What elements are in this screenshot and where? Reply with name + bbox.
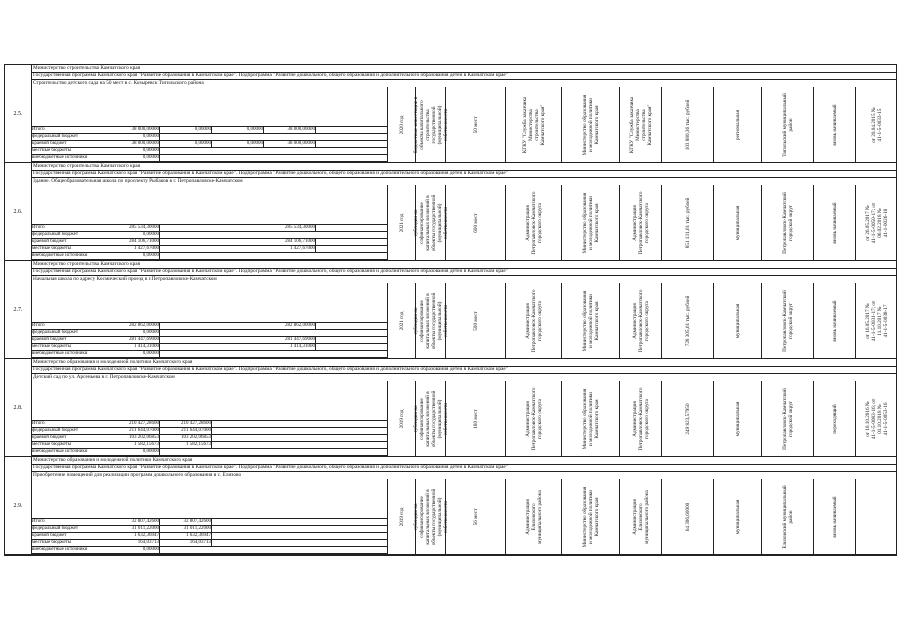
attribute-cell: [713, 283, 761, 358]
attribute-cell: [661, 185, 713, 260]
attribute-text: Администрация Елизовского муниципального района: [524, 489, 543, 544]
attribute-cell: [505, 381, 561, 456]
attribute-text: 2021 год: [398, 311, 405, 330]
finance-value: 281 447,69000: [109, 337, 160, 343]
finance-label: внебюджетные источники: [32, 547, 88, 552]
object-name: Начальная школа по адресу Космический проезд в г.Петропавловске-Камчатском: [33, 276, 217, 282]
finance-value: 0,00000: [109, 330, 160, 336]
finance-value: 164,03713: [161, 540, 212, 546]
object-name: Детский сад по ул. Арсеньева в г. Петропавловске-Камчатском: [33, 374, 175, 380]
attribute-text: от 20.04.2015 № 41-1-5-0033-15: [871, 106, 883, 143]
attribute-text: 728 305,61 тыс. рублей: [684, 295, 691, 346]
ministry-name: Министерство образования и молодежной политики Камчатского края: [31, 457, 896, 465]
attribute-cell: [445, 185, 505, 260]
ministry-name: Министерство строительства Камчатского края: [31, 65, 896, 73]
attribute-cell: [713, 185, 761, 260]
investment-table: [4, 64, 897, 556]
row-number: 2.5.: [5, 65, 32, 162]
attribute-text: 64 306,60000: [684, 502, 691, 531]
attribute-text: КГКУ "Служба заказчика Министерства строительства Камчатского края": [521, 96, 546, 153]
attribute-cell: [505, 185, 561, 260]
attribute-cell: [619, 479, 661, 554]
attribute-text: 180 мест: [472, 408, 479, 429]
attribute-cell: [445, 479, 505, 554]
attribute-text: субсидии на софинансирование капитальных вложений в объекты государственной (муниципальной) собственности: [412, 292, 449, 349]
attribute-cell: [505, 87, 561, 162]
table-row: [5, 261, 896, 359]
finance-table: [31, 518, 387, 554]
finance-value: 31 011,22000: [161, 526, 212, 532]
finance-value: 0,00000: [109, 155, 160, 161]
finance-value: 0,00000: [109, 232, 160, 238]
attribute-text: Администрация Петропавловск-Камчатского городского округа: [524, 288, 543, 353]
table-row: [5, 457, 896, 555]
attribute-cell: [761, 479, 813, 554]
finance-label: внебюджетные источники: [32, 351, 88, 356]
attribute-cell: [855, 87, 898, 162]
ministry-name: Министерство образования и молодежной политики Камчатского края: [31, 359, 896, 367]
attribute-cell: [813, 479, 855, 554]
finance-row-local: [31, 344, 387, 351]
attribute-text: субсидии на софинансирование капитальных вложений в объекты государственной (муниципальной) собственности: [412, 488, 449, 545]
attribute-text: 249 823,57950: [684, 402, 691, 435]
program-name: Государственная программа Камчатского края "Развитие образования в Камчатском крае". Подпрограмма "Развитие дошкольного, общего образования и дополнительного образования детей в Камчатском крае": [31, 464, 896, 472]
attribute-text: субсидии на софинансирование капитальных вложений в объекты государственной (муниципальной) собственности: [412, 194, 449, 251]
finance-value: 31 011,22000: [109, 526, 160, 532]
finance-label: местные бюджеты: [32, 246, 72, 251]
attribute-text: от 10.10.2016 № 41-1-5-0083-16; от 01.10.2018 № 41-1-5-0053-16: [865, 398, 889, 439]
attribute-text: Министерство образования и молодежной политики Камчатского края: [581, 290, 600, 351]
finance-label: Итого: [32, 421, 45, 426]
attribute-text: 103 880,36 тыс. рублей: [684, 99, 691, 150]
attribute-cell: [561, 185, 619, 260]
row-number: 2.7.: [5, 261, 32, 358]
attribute-text: Петропавловск-Камчатский городской округ: [781, 289, 794, 352]
table-row: [5, 163, 896, 261]
attribute-text: Администрация Петропавловск-Камчатского городского округа: [631, 190, 650, 255]
finance-label: федеральный бюджет: [32, 330, 79, 335]
attribute-cell: [855, 479, 898, 554]
attribute-cell: [813, 87, 855, 162]
finance-label: Итого: [32, 127, 45, 132]
finance-row-local: [31, 148, 387, 155]
attribute-text: Администрация Елизовского муниципального района: [631, 489, 650, 544]
finance-label: местные бюджеты: [32, 540, 72, 545]
finance-value: 164,03713: [109, 540, 160, 546]
attribute-text: Администрация Петропавловск-Камчатского городского округа: [524, 190, 543, 255]
finance-label: федеральный бюджет: [32, 232, 79, 237]
finance-table: [31, 126, 387, 162]
attribute-cell: [813, 381, 855, 456]
attribute-cell: [813, 283, 855, 358]
program-name: Государственная программа Камчатского края "Развитие образования в Камчатском крае". Подпрограмма "Развитие дошкольного, общего образования и дополнительного образования детей в Камчатском крае": [31, 366, 896, 374]
attribute-cell: [561, 283, 619, 358]
row-number: 2.9.: [5, 457, 32, 554]
finance-value: 38 000,00000: [109, 141, 160, 147]
finance-row-extra: [31, 449, 387, 456]
finance-row-federal: [31, 428, 387, 435]
finance-row-local: [31, 540, 387, 547]
attribute-text: бюджетные инвестиции в объекты капитального строительства государственной (муниципальной) собственности: [412, 96, 449, 153]
attribute-cell: [713, 479, 761, 554]
attribute-text: Администрация Петропавловск-Камчатского городского округа: [631, 288, 650, 353]
finance-value: 282 862,00000: [109, 323, 160, 329]
attribute-text: Петропавловск-Камчатский городской округ: [781, 387, 794, 450]
attribute-cell: [561, 381, 619, 456]
attribute-cell: [761, 185, 813, 260]
ministry-name: Министерство строительства Камчатского края: [31, 163, 896, 171]
attribute-text: региональная: [734, 109, 741, 140]
finance-label: федеральный бюджет: [32, 526, 79, 531]
finance-value: 211 644,07000: [161, 428, 212, 434]
finance-value: 210 427,28600: [109, 421, 160, 427]
finance-label: внебюджетные источники: [32, 449, 88, 454]
finance-value: 38 000,00000: [265, 127, 316, 133]
finance-row-federal: [31, 330, 387, 337]
attribute-text: Министерство образования и молодежной политики Камчатского края: [581, 486, 600, 547]
attribute-cell: [387, 479, 415, 554]
finance-row-total: [31, 421, 387, 428]
attribute-cell: [412, 283, 449, 358]
finance-row-local: [31, 246, 387, 253]
finance-row-total: [31, 323, 387, 330]
attribute-text: Министерство образования и молодежной политики Камчатского края: [581, 192, 600, 253]
finance-row-regional: [31, 141, 387, 148]
attribute-text: субсидии на софинансирование капитальных вложений в объекты государственной (муниципальной) собственности: [412, 390, 449, 447]
finance-value: 1 582,15673: [161, 442, 212, 448]
object-name: Приобретение помещений для реализации программ дошкольного образования в с. Елизово: [33, 472, 242, 478]
finance-value: 38 000,00000: [265, 141, 316, 147]
attribute-text: вновь начинаемый: [831, 201, 838, 244]
attribute-cell: [661, 479, 713, 554]
finance-value: 0,00000: [109, 547, 160, 553]
attribute-text: Елизовский муниципальный район: [781, 484, 794, 549]
finance-value: 1 632,36947: [161, 533, 212, 539]
attribute-text: 2021 год: [398, 213, 405, 232]
attribute-text: вновь начинаемый: [831, 299, 838, 342]
finance-label: федеральный бюджет: [32, 428, 79, 433]
attribute-text: муниципальная: [734, 401, 741, 436]
finance-label: внебюджетные источники: [32, 155, 88, 160]
attribute-text: муниципальная: [734, 205, 741, 240]
attribute-text: от 16.05.2017 № 41-1-5-0031-17; от 11.10.2017 № 41-1-5-0038-17: [865, 300, 889, 341]
attribute-cell: [761, 381, 813, 456]
row-number: 2.8.: [5, 359, 32, 456]
finance-label: Итого: [32, 519, 45, 524]
attribute-cell: [855, 185, 898, 260]
finance-value: 210 427,28600: [161, 421, 212, 427]
attribute-cell: [505, 479, 561, 554]
finance-row-extra: [31, 155, 387, 162]
attribute-cell: [412, 87, 449, 162]
attribute-text: от 26.05.2017 № 41-1-5-0050-17; от 06.02.2018 № 41-1-0026-18: [865, 202, 889, 243]
finance-label: федеральный бюджет: [32, 134, 79, 139]
attribute-cell: [761, 87, 813, 162]
finance-value: 1 632,36947: [109, 533, 160, 539]
finance-value: 284 106,71000: [265, 239, 316, 245]
finance-row-regional: [31, 435, 387, 442]
attribute-cell: [561, 87, 619, 162]
attribute-cell: [445, 283, 505, 358]
finance-row-regional: [31, 239, 387, 246]
finance-value: 0,00000: [109, 253, 160, 259]
attribute-text: 851 131,61 тыс. рублей: [684, 197, 691, 248]
attribute-cell: [445, 381, 505, 456]
finance-row-extra: [31, 547, 387, 554]
attribute-text: Петропавловск-Камчатский городской округ: [781, 191, 794, 254]
attribute-text: муниципальная: [734, 303, 741, 338]
finance-table: [31, 322, 387, 358]
finance-row-federal: [31, 232, 387, 239]
attribute-text: Тигильский муниципальный район: [781, 92, 794, 157]
finance-label: краевой бюджет: [32, 435, 67, 440]
table-row: [5, 65, 896, 163]
finance-value: 1 427,67000: [109, 246, 160, 252]
finance-value: 1 414,31000: [265, 344, 316, 350]
attribute-cell: [661, 87, 713, 162]
finance-value: 211 644,07000: [109, 428, 160, 434]
finance-label: местные бюджеты: [32, 148, 72, 153]
finance-row-extra: [31, 253, 387, 260]
ministry-name: Министерство строительства Камчатского края: [31, 261, 896, 269]
finance-row-regional: [31, 533, 387, 540]
finance-label: местные бюджеты: [32, 442, 72, 447]
finance-value: 38 000,00000: [109, 127, 160, 133]
finance-value: 284 106,71000: [109, 239, 160, 245]
finance-value: 1 582,15673: [109, 442, 160, 448]
attribute-cell: [505, 283, 561, 358]
attribute-cell: [855, 381, 898, 456]
finance-label: краевой бюджет: [32, 533, 67, 538]
object-name: Здание. Общеобразовательная школа по проспекту Рыбаков в г. Петропавловске-Камчатском: [33, 178, 243, 184]
program-name: Государственная программа Камчатского края "Развитие образования в Камчатском крае". Подпрограмма "Развитие дошкольного, общего образования и дополнительного образования детей в Камчатском крае": [31, 170, 896, 178]
attribute-text: 2020 год: [398, 115, 405, 134]
finance-label: Итого: [32, 323, 45, 328]
attribute-text: 56 мест: [472, 508, 479, 525]
finance-label: краевой бюджет: [32, 337, 67, 342]
finance-value: 0,00000: [161, 127, 212, 133]
finance-value: 0,00000: [109, 134, 160, 140]
table-row: [5, 359, 896, 457]
program-name: Государственная программа Камчатского края "Развитие образования в Камчатском крае". Подпрограмма "Развитие дошкольного, общего образования и дополнительного образования детей в Камчатском крае": [31, 268, 896, 276]
attribute-cell: [387, 87, 415, 162]
finance-value: 1 427,67000: [265, 246, 316, 252]
attribute-cell: [813, 185, 855, 260]
attribute-cell: [619, 87, 661, 162]
finance-value: 285 534,30000: [265, 225, 316, 231]
program-name: Государственная программа Камчатского края "Развитие образования в Камчатском крае". Подпрограмма "Развитие дошкольного, общего образования и дополнительного образования детей в Камчатском крае": [31, 72, 896, 80]
attribute-text: 50 мест: [472, 116, 479, 133]
finance-table: [31, 224, 387, 260]
attribute-cell: [387, 283, 415, 358]
finance-value: 0,00000: [161, 141, 212, 147]
attribute-cell: [445, 87, 505, 162]
object-name: Строительство детского сада на 50 мест в с. Козыревск Тигильского района: [33, 80, 204, 86]
row-number: 2.6.: [5, 163, 32, 260]
finance-row-total: [31, 127, 387, 134]
attribute-cell: [412, 381, 449, 456]
attribute-cell: [387, 185, 415, 260]
attribute-text: Министерство образования и молодежной политики Камчатского края: [581, 94, 600, 155]
attribute-text: 500 мест: [472, 310, 479, 331]
finance-value: 0,00000: [213, 141, 264, 147]
finance-label: местные бюджеты: [32, 344, 72, 349]
finance-row-federal: [31, 526, 387, 533]
attribute-text: КГКУ "Служба заказчика Министерства строительства Камчатского края": [628, 96, 653, 153]
finance-label: внебюджетные источники: [32, 253, 88, 258]
attribute-text: Министерство образования и молодежной политики Камчатского края: [581, 388, 600, 449]
finance-value: 281 447,69000: [265, 337, 316, 343]
finance-row-regional: [31, 337, 387, 344]
finance-value: 285 534,30000: [109, 225, 160, 231]
finance-value: 103 202,06853: [161, 435, 212, 441]
finance-row-extra: [31, 351, 387, 358]
attribute-cell: [661, 283, 713, 358]
attribute-cell: [713, 87, 761, 162]
finance-row-local: [31, 442, 387, 449]
finance-label: краевой бюджет: [32, 141, 67, 146]
attribute-text: 2019 год: [398, 507, 405, 526]
attribute-text: муниципальная: [734, 499, 741, 534]
finance-value: 282 862,00000: [265, 323, 316, 329]
finance-value: 0,00000: [213, 127, 264, 133]
attribute-text: Администрация Петропавловск-Камчатского городского округа: [524, 386, 543, 451]
finance-value: 0,00000: [109, 148, 160, 154]
attribute-text: Администрация Петропавловск-Камчатского городского округа: [631, 386, 650, 451]
attribute-text: вновь начинаемый: [831, 103, 838, 146]
finance-row-federal: [31, 134, 387, 141]
finance-row-total: [31, 519, 387, 526]
finance-table: [31, 420, 387, 456]
attribute-cell: [412, 185, 449, 260]
attribute-cell: [412, 479, 449, 554]
finance-value: 0,00000: [109, 351, 160, 357]
attribute-cell: [561, 479, 619, 554]
attribute-cell: [619, 283, 661, 358]
finance-label: краевой бюджет: [32, 239, 67, 244]
attribute-text: переходящий: [831, 403, 838, 434]
attribute-cell: [713, 381, 761, 456]
attribute-cell: [761, 283, 813, 358]
attribute-text: 2019 год: [398, 409, 405, 428]
attribute-cell: [619, 381, 661, 456]
attribute-cell: [855, 283, 898, 358]
attribute-cell: [619, 185, 661, 260]
attribute-cell: [387, 381, 415, 456]
attribute-text: 600 мест: [472, 212, 479, 233]
finance-value: 1 414,31000: [109, 344, 160, 350]
finance-label: Итого: [32, 225, 45, 230]
attribute-cell: [661, 381, 713, 456]
finance-row-total: [31, 225, 387, 232]
finance-value: 0,00000: [109, 449, 160, 455]
finance-value: 32 807,42600: [109, 519, 160, 525]
finance-value: 103 202,06853: [109, 435, 160, 441]
finance-value: 32 807,42600: [161, 519, 212, 525]
attribute-text: вновь начинаемый: [831, 495, 838, 538]
